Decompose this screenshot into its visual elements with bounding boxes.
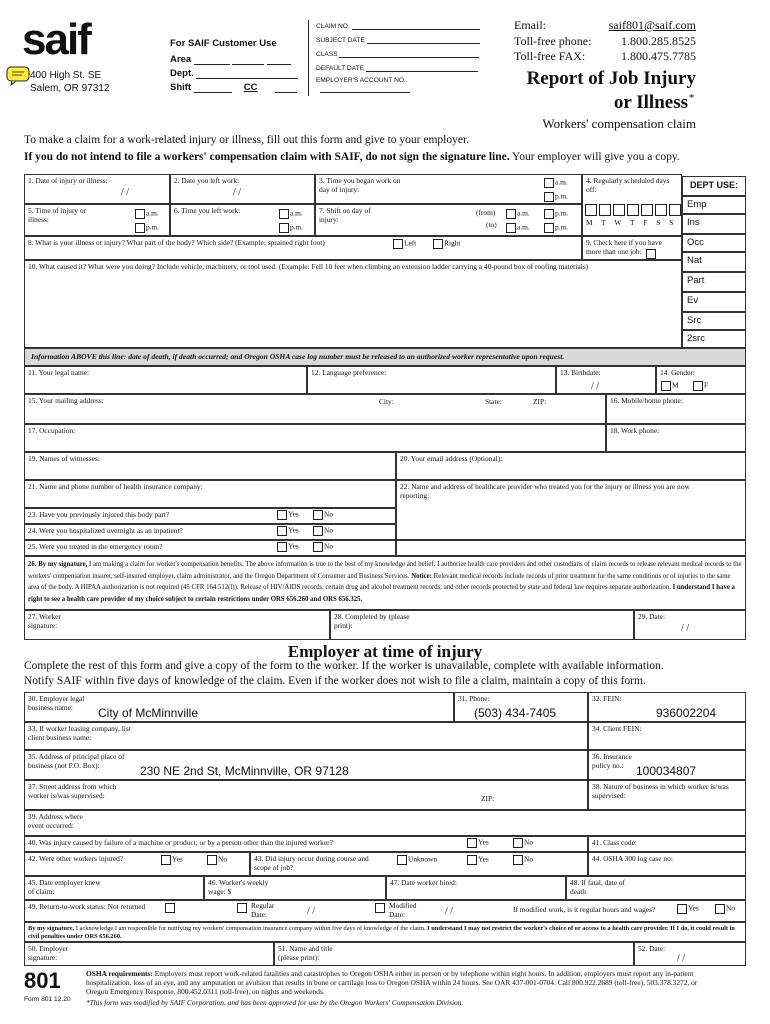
- field-14-gender[interactable]: 14. Gender: M F: [656, 366, 746, 394]
- dept-use-title: DEPT USE:: [682, 176, 746, 196]
- phone-label: Toll-free phone:: [514, 34, 592, 48]
- field-18-work-phone[interactable]: 18. Work phone:: [606, 424, 746, 452]
- intro-line1: To make a claim for a work-related injury or illness, fill out this form and give to your employer.: [24, 134, 470, 146]
- field-42-other-workers[interactable]: 42. Were other workers injured? Yes No: [24, 852, 250, 876]
- field-28-completed-by[interactable]: 28. Completed by (please print):: [330, 610, 634, 640]
- field-3-time-began-work[interactable]: 3. Time you began work on day of injury: a.m. p.m.: [315, 174, 582, 204]
- field-37-supervised-address[interactable]: 37. Street address from which worker is/was supervised: ZIP:: [24, 780, 588, 810]
- field-35-principal-address[interactable]: 35. Address of principal place of business (not P.O. Box):: [24, 750, 588, 780]
- field-51-name-title[interactable]: 51. Name and title (please print):: [274, 942, 634, 966]
- field-31-phone[interactable]: 31. Phone:: [454, 692, 588, 722]
- header-divider: [308, 20, 309, 96]
- employer-heading: Employer at time of injury: [287, 642, 483, 661]
- field-39-event-address[interactable]: 39. Address where event occurred:: [24, 810, 746, 836]
- field-43-course-and-scope[interactable]: 43. Did injury occur during course and scope of job? Unknown Yes No: [250, 852, 588, 876]
- field-7-shift[interactable]: 7. Shift on day of injury: (from) (to) a.m. a.m. p.m. p.m.: [315, 204, 582, 236]
- field-49-return-to-work[interactable]: 49. Return-to-work status: Not returned Regular Date: / / Modified Date: / / If modified work, is it regular hours and wages? Yes No: [24, 900, 746, 922]
- intro-line2: If you do not intend to file a workers' compensation claim with SAIF, do not sign the signature line. Your employer will give you a copy.: [24, 151, 680, 163]
- day-box[interactable]: [585, 204, 597, 216]
- field-13-birthdate[interactable]: 13. Birthdate: / /: [556, 366, 656, 394]
- phone-value[interactable]: (503) 434-7405: [474, 706, 557, 720]
- title-asterisk: *: [689, 92, 695, 104]
- form-subtitle: Workers' compensation claim: [542, 116, 696, 131]
- form-title-line1: Report of Job Injury: [526, 68, 696, 89]
- field-4-days-off[interactable]: 4. Regularly scheduled days off: M T W T F S S: [582, 174, 682, 236]
- address-line1: 400 High St. SE: [30, 70, 102, 81]
- field-30-employer-name[interactable]: 30. Employer legal business name:: [24, 692, 454, 722]
- field-2-date-left-work[interactable]: 2. Date you left work: / /: [170, 174, 315, 204]
- dept-use-ins[interactable]: Ins: [682, 214, 746, 234]
- field-10-cause[interactable]: 10. What caused it? What were you doing? Include vehicle, machinery, or tool used. (Example: Fell 10 feet when climbing an extension ladder carrying a 40-pound box of roofing materials): [24, 260, 682, 348]
- day-box[interactable]: [655, 204, 667, 216]
- field-52-date[interactable]: 52. Date: / /: [634, 942, 746, 966]
- employer-account-field[interactable]: EMPLOYER'S ACCOUNT NO.: [316, 77, 486, 93]
- day-box[interactable]: [613, 204, 625, 216]
- field-46-weekly-wage[interactable]: 46. Worker's weekly wage: $: [204, 876, 386, 900]
- employer-name-value[interactable]: City of McMinnville: [98, 706, 199, 720]
- field-27-worker-signature[interactable]: 27. Worker signature:: [24, 610, 330, 640]
- field-6-time-left-work[interactable]: 6. Time you left work: a.m. p.m.: [170, 204, 315, 236]
- dept-use-src[interactable]: Src: [682, 312, 746, 330]
- field-50-employer-signature[interactable]: 50. Employer signature:: [24, 942, 274, 966]
- class-field[interactable]: CLASS: [316, 50, 479, 58]
- employer-instructions-2: Notify SAIF within five days of knowledge of the claim. Even if the worker does not wish to file a claim, maintain a copy of this form.: [24, 675, 646, 687]
- form-number: 801: [24, 968, 61, 993]
- field-45-date-employer-knew[interactable]: 45. Date employer knew of claim:: [24, 876, 204, 900]
- field-41-class-code[interactable]: 41. Class code:: [588, 836, 746, 852]
- release-notice: Information ABOVE this line: date of death, if death occurred; and Oregon OSHA case log number must be released to an authorized worker representative upon request.: [24, 348, 746, 366]
- field-11-legal-name[interactable]: 11. Your legal name:: [24, 366, 307, 394]
- form-label: Form 801 12.20: [24, 996, 71, 1003]
- field-23-previous-injury[interactable]: 23. Have you previously injured this body part? Yes No: [24, 508, 396, 524]
- phone-value: 1.800.285.8525: [621, 34, 696, 48]
- field-40-failure-cause[interactable]: 40. Was injury caused by failure of a machine or product, or by a person other than the injured worker? Yes No: [24, 836, 588, 852]
- default-date-field[interactable]: DEFAULT DATE: [316, 64, 478, 72]
- principal-address-value[interactable]: 230 NE 2nd St, McMinnville, OR 97128: [140, 764, 349, 778]
- field-44-osha-log[interactable]: 44. OSHA 300 log case no:: [588, 852, 746, 876]
- modified-note: *This form was modified by SAIF Corporation, and has been approved for use by the Oregon Workers' Compensation Division.: [86, 998, 464, 1007]
- field-15-mailing-address[interactable]: 15. Your mailing address: City: State: ZIP:: [24, 394, 606, 424]
- field-1-date-of-injury[interactable]: 1. Date of injury or illness: / /: [24, 174, 170, 204]
- field-22-continued: [396, 540, 746, 556]
- field-12-language[interactable]: 12. Language preference:: [307, 366, 556, 394]
- form-title-line2: or Illness: [613, 92, 688, 113]
- field-38-nature-of-business[interactable]: 38. Nature of business in which worker is/was supervised:: [588, 780, 746, 810]
- field-20-email[interactable]: 20. Your email address (Optional):: [396, 452, 746, 480]
- field-32-fein[interactable]: 32. FEIN:: [588, 692, 746, 722]
- email-value[interactable]: saif801@saif.com: [608, 18, 696, 32]
- fein-value[interactable]: 936002204: [656, 706, 717, 720]
- day-box[interactable]: [627, 204, 639, 216]
- dept-use-part[interactable]: Part: [682, 272, 746, 292]
- subject-date-field[interactable]: SUBJECT DATE: [316, 36, 480, 44]
- customer-use-label: For SAIF Customer Use: [170, 38, 277, 49]
- dept-use-2src[interactable]: 2src: [682, 330, 746, 348]
- field-36-policy-no[interactable]: 36. Insurance policy no.:: [588, 750, 746, 780]
- comment-icon[interactable]: [6, 66, 30, 86]
- field-29-date[interactable]: 29. Date: / /: [634, 610, 746, 640]
- field-26-authorization: 26. By my signature, I am making a claim for worker's compensation benefits. The above information is true to the best of my knowledge and belief. I authorize health care providers and other custodians of claim records to release relevant medical records to the workers' compensation insurer, self-insured employer, claim administrator, and the Oregon Department of Consumer and Business Services. Notice: Relevant medical records include records of prior treatment for the same conditions or of injuries to the same area of the body. A HIPAA authorization is not required (45 CFR 164.512(l)). Release of HIV/AIDS records, certain drug and alcohol treatment records, and other records protected by state and federal law requires separate authorization. I understand I have a right to see a health care provider of my choice subject to certain restrictions under ORS 656.260 and ORS 656.325.: [24, 556, 746, 610]
- field-34-client-fein[interactable]: 34. Client FEIN:: [588, 722, 746, 750]
- osha-requirements: OSHA requirements: Employers must report work-related fatalities and catastrophes to Oregon OSHA either in person or by telephone within eight hours. In addition, employers must report any in-patient hospitalization, loss of an eye, and any amputation or avulsion that results in bone or cartilage loss to Oregon OSHA within 24 hours. See OAR 437-001-0704. Call 800.922.2689 (toll-free), 503.378.3272, or Oregon Emergency Response, 800.452.0311 (toll-free), on nights and weekends.: [86, 969, 698, 996]
- dept-use-occ[interactable]: Occ: [682, 234, 746, 252]
- shift-field[interactable]: Shift CC: [170, 82, 297, 93]
- field-25-emergency-room[interactable]: 25. Were you treated in the emergency room? Yes No: [24, 540, 396, 556]
- field-17-occupation[interactable]: 17. Occupation:: [24, 424, 606, 452]
- email-label: Email:: [514, 18, 546, 32]
- field-16-phone[interactable]: 16. Mobile/home phone:: [606, 394, 746, 424]
- field-21-health-insurance[interactable]: 21. Name and phone number of health insurance company:: [24, 480, 396, 508]
- field-19-witnesses[interactable]: 19. Names of witnesses:: [24, 452, 396, 480]
- dept-field[interactable]: Dept.: [170, 68, 298, 79]
- claim-no-field[interactable]: CLAIM NO.: [316, 22, 480, 30]
- day-box[interactable]: [669, 204, 681, 216]
- address-line2: Salem, OR 97312: [30, 83, 110, 94]
- employer-signature-notice: By my signature, I acknowledge I am responsible for notifying my workers' compensation insurance company within five days of knowledge of the claim. I understand I may not restrict the worker's choice of or access to a health care provider. If I do, it could result in civil penalties under ORS 656.260.: [24, 922, 746, 942]
- dept-use-emp[interactable]: Emp: [682, 196, 746, 214]
- fax-value: 1.800.475.7785: [621, 49, 696, 63]
- area-field[interactable]: Area: [170, 54, 291, 65]
- field-8-injury-description[interactable]: 8. What is your illness or injury? What part of the body? Which side? (Example: sprained right foot) Left Right: [24, 236, 582, 260]
- field-47-date-hired[interactable]: 47. Date worker hired:: [386, 876, 566, 900]
- fax-label: Toll-free FAX:: [514, 49, 586, 63]
- field-5-time-of-injury[interactable]: 5. Time of injury or illness: a.m. p.m.: [24, 204, 170, 236]
- dept-use-nat[interactable]: Nat: [682, 252, 746, 272]
- saif-logo: saif: [22, 15, 90, 64]
- day-box[interactable]: [599, 204, 611, 216]
- field-33-leasing-company[interactable]: 33. If worker leasing company, list client business name:: [24, 722, 588, 750]
- policy-no-value[interactable]: 100034807: [636, 764, 697, 778]
- field-24-hospitalized[interactable]: 24. Were you hospitalized overnight as an inpatient? Yes No: [24, 524, 396, 540]
- field-9-more-than-one-job[interactable]: 9. Check here if you have more than one job:: [582, 236, 682, 260]
- day-box[interactable]: [641, 204, 653, 216]
- field-22-healthcare-provider[interactable]: 22. Name and address of healthcare provider who treated you for the injury or illness you are now reporting:: [396, 480, 746, 540]
- dept-use-ev[interactable]: Ev: [682, 292, 746, 312]
- field-48-date-of-death[interactable]: 48. If fatal, date of death: [566, 876, 746, 900]
- employer-instructions-1: Complete the rest of this form and give a copy of the form to the worker. If the worker is unavailable, complete with available information.: [24, 660, 664, 672]
